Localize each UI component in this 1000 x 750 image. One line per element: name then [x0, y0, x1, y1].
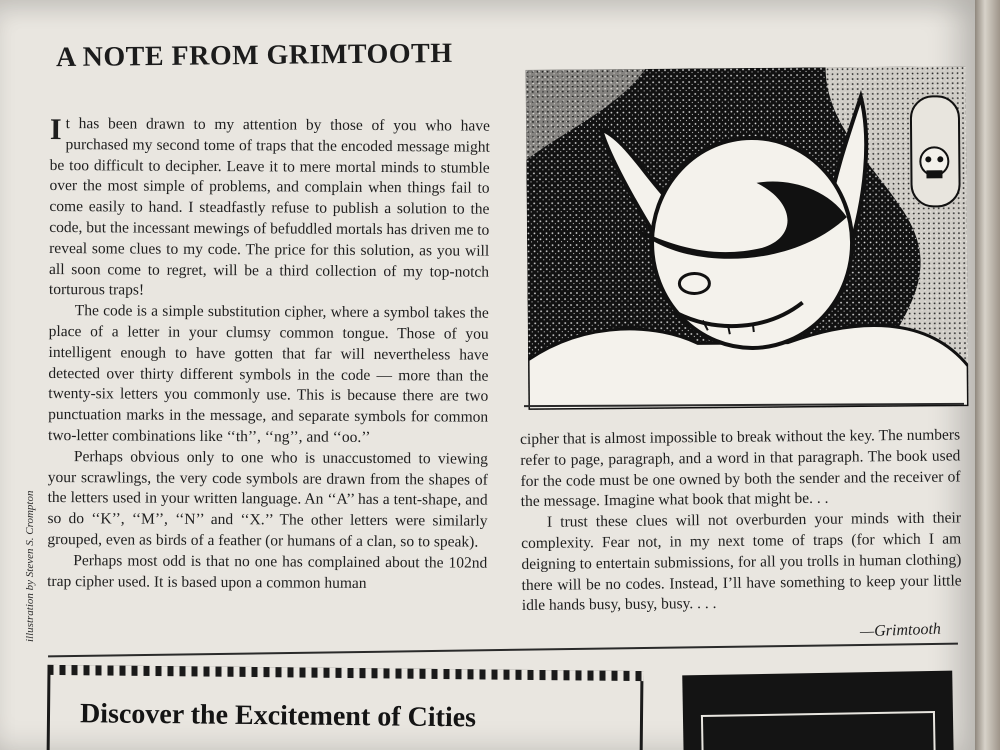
illustration-credit: illustration by Steven S. Crompton: [24, 490, 36, 642]
paragraph-6: I trust these clues will not overburden your minds with their complexity. Fear not, in my next tome of traps (for which I am deigning to entertain submissions, for all you trolls in human clothing) there will be no codes. Instead, I’ll have something to keep your little idle hands busy, busy, busy. . . .: [521, 509, 962, 615]
drop-cap: I: [49, 113, 62, 147]
advertisement-graphic: [682, 671, 954, 750]
decorative-border: [47, 665, 643, 681]
troll-face-illustration: [526, 66, 969, 410]
paragraph-1: [49, 114, 490, 304]
ad-headline: Discover the Excitement of Cities: [79, 698, 477, 734]
signature: —Grimtooth: [859, 620, 942, 641]
paragraph-4: Perhaps most odd is that no one has complained about the 102nd trap cipher used. It is based upon a common human: [47, 551, 488, 592]
ad-graphic-frame: [701, 711, 936, 750]
book-edge: [975, 0, 1000, 750]
article-column-right: [520, 425, 962, 617]
advertisement-box: [46, 665, 643, 750]
paragraph-5: cipher that is almost impossible to break without the key. The numbers refer to page, paragraph, and a word in that paragraph. The book used for the code must be one owned by both the sender and the receiver of the message. Imagine what book that might be. . .: [520, 426, 961, 511]
paragraph-3: Perhaps obvious only to one who is unaccustomed to viewing your scrawlings, the very code symbols are drawn from the shapes of the letters used in your written language. An ‘‘A’’ has a tent-shape, and so do ‘‘K’’, ‘‘M’’, ‘‘N’’ and ‘‘X.’’ The other letters were similarly grouped, even as birds of a feather (or humans of a clan, so to speak).: [47, 447, 488, 551]
article-column-left: [47, 114, 490, 595]
paragraph-1-text: t has been drawn to my attention by those of you who have purchased my second tome of traps that the encoded message might be too difficult to decipher. Leave it to mere mortal minds to stumble over the most simple of problems, and complain when things fail to come easily to hand. I steadfastly refuse to publish a solution to the code, but the incessant mewings of befuddled mortals has driven me to reveal some clues to my code. The price for this solution, as you will all soon come to regret, will be a third collection of my top-notch torturous traps!: [48, 115, 490, 299]
section-divider: [48, 643, 958, 658]
grimtooth-illustration: [526, 66, 969, 410]
paragraph-2: The code is a simple substitution cipher, where a symbol takes the place of a letter in your clumsy common tongue. Those of you intelligent enough to have gotten that far will nevertheless have detected over thirty different symbols in the code — more than the twenty-six letters you commonly use. This is because there are two punctuation marks in the message, and separate symbols for common two-letter combinations like ‘‘th’’, ‘‘ng’’, and ‘‘oo.’’: [47, 302, 489, 446]
article-title: A NOTE FROM GRIMTOOTH: [55, 37, 453, 74]
